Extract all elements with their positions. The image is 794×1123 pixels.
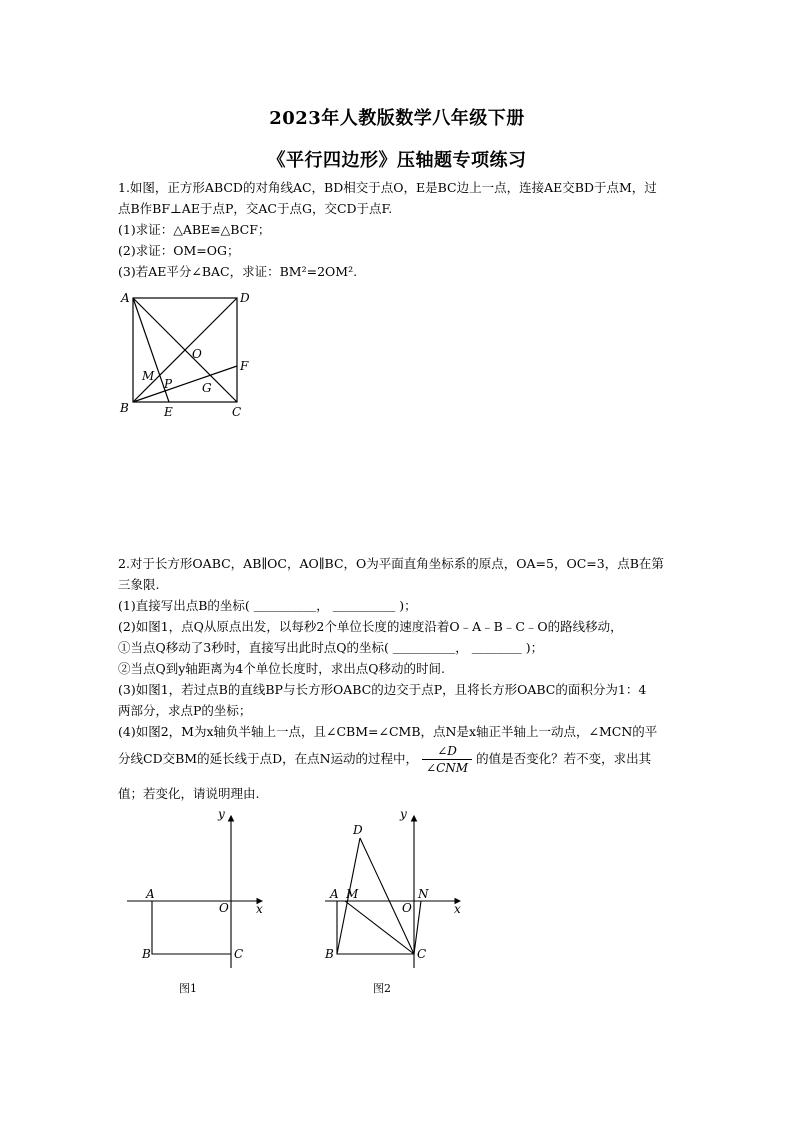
fig2-label-d: D [353,823,363,837]
q2-figure-2 [320,808,470,968]
q1-text-line2: 点B作BF⊥AE于点P，交AC于点G，交CD于点F. [118,201,393,216]
q2-part1: (1)直接写出点B的坐标( ＿＿＿＿＿， ＿＿＿＿＿ )； [118,598,417,613]
q2-part3-line1: (3)如图1，若过点B的直线BP与长方形OABC的边交于点P，且将长方形OABC的面积分为1：4 [118,682,647,697]
label-a: A [121,291,130,305]
fig2-label-x: x [454,902,461,916]
q1-text-line1: 1.如图，正方形ABCD的对角线AC，BD相交于点O，E是BC边上一点，连接AE交BD于点M，过 [118,180,657,195]
fig1-label-x: x [256,902,263,916]
fig2-label-n: N [418,887,429,901]
fig1-caption: 图1 [179,982,197,995]
q1-part2: (2)求证：OM=OG； [118,243,240,258]
fig2-caption: 图2 [373,982,391,995]
label-m: M [142,369,155,383]
fig2-label-a: A [330,887,339,901]
fig2-label-o: O [402,901,412,915]
label-b: B [120,401,129,415]
q1-part3: (3)若AE平分∠BAC，求证：BM²=2OM². [118,264,358,279]
label-c: C [232,405,242,419]
fraction-numerator: ∠D [422,743,472,760]
q2-part4-line2-post: 的值是否变化？若不变，求出其 [476,751,652,766]
q1-square-figure [115,288,265,423]
fig1-label-a: A [146,887,155,901]
q2-text-line2: 三象限. [118,577,160,592]
label-d: D [240,291,250,305]
q2-part4-line1: (4)如图2，M为x轴负半轴上一点，且∠CBM=∠CMB，点N是x轴正半轴上一动点，∠MCN的平 [118,724,658,739]
q2-part4-line3: 值；若变化，请说明理由. [118,786,260,801]
q2-part4-line2 [118,743,698,776]
fig1-label-y: y [218,808,225,821]
label-f: F [240,359,249,373]
q2-part2-b: ②当点Q到y轴距离为4个单位长度时，求出点Q移动的时间. [118,661,445,676]
fig2-label-y: y [400,808,407,821]
document-title: 2023年人教版数学八年级下册 [269,108,525,129]
fig2-label-b: B [325,947,334,961]
q2-figure-1 [122,808,272,968]
fraction-denominator: ∠CNM [426,761,469,775]
q2-part2: (2)如图1，点Q从原点出发，以每秒2个单位长度的速度沿着O﹣A﹣B﹣C﹣O的路线移动， [118,619,623,634]
segment-dc [360,838,414,954]
fig1-label-c: C [234,947,244,961]
q2-part2-a: ①当点Q移动了3秒时，直接写出此时点Q的坐标( ＿＿＿＿＿， ＿＿＿＿ )； [118,640,544,655]
fig1-label-b: B [142,947,151,961]
q1-part1: (1)求证：△ABE≌△BCF； [118,222,271,237]
q2-part3-line2: 两部分，求点P的坐标； [118,703,252,718]
q2-text-line1: 2.对于长方形OABC，AB∥OC，AO∥BC，O为平面直角坐标系的原点，OA=5，OC=3，点B在第 [118,556,664,571]
label-o: O [192,347,202,361]
label-g: G [202,381,212,395]
q2-part4-line2-pre: 分线CD交BM的延长线于点D，在点N运动的过程中， [118,751,419,766]
document-subtitle: 《平行四边形》压轴题专项练习 [267,150,527,171]
fig2-label-c: C [417,947,427,961]
ratio-fraction [422,743,472,776]
label-e: E [164,405,173,419]
label-p: P [164,377,173,391]
fig1-label-o: O [219,901,229,915]
fig2-label-m: M [346,887,359,901]
